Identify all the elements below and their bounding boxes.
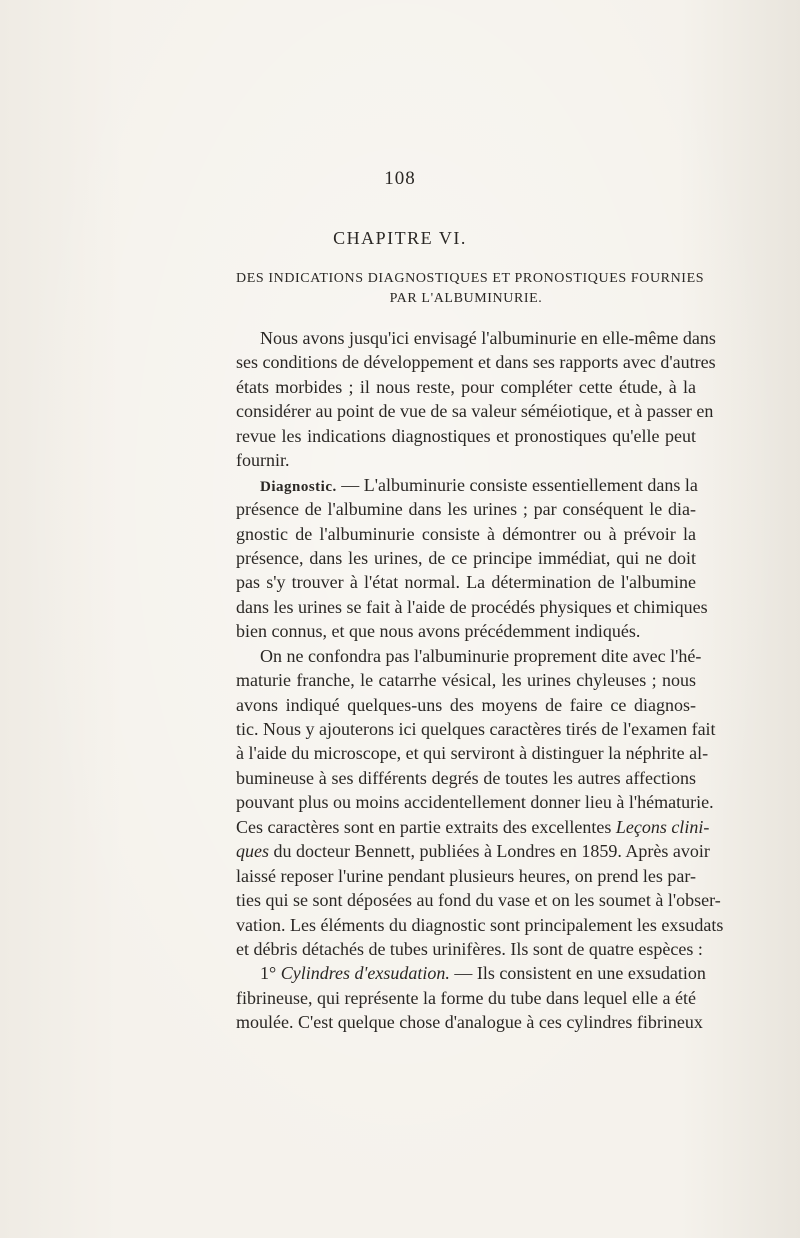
text-line: revue les indications diagnostiques et pronostiques qu'elle peut	[236, 425, 696, 446]
text-fragment: — Ils consistent en une exsudation	[454, 963, 706, 984]
text-line: maturie franche, le catarrhe vésical, les urines chyleuses ; nous	[236, 670, 696, 691]
text-line: bumineuse à ses différents degrés de toutes les autres affections	[236, 767, 696, 788]
page-number: 108	[384, 168, 416, 189]
text-line-lecons	[236, 815, 710, 839]
text-line: avons indiqué quelques-uns des moyens de faire ce diagnos-	[236, 694, 696, 715]
text-line: présence, dans les urines, de ce principe immédiat, qui ne doit	[236, 547, 696, 568]
text-line: vation. Les éléments du diagnostic sont principalement les exsudats	[236, 914, 724, 935]
text-line: laissé reposer l'urine pendant plusieurs heures, on prend les par-	[236, 865, 696, 886]
text-line: pas s'y trouver à l'état normal. La détermination de l'albumine	[236, 572, 696, 593]
diagnostic-label: Diagnostic.	[260, 478, 337, 495]
text-line: pouvant plus ou moins accidentellement donner lieu à l'hématurie.	[236, 792, 714, 813]
text-line: ties qui se sont déposées au fond du vase et on les soumet à l'obser-	[236, 890, 721, 911]
text-fragment: Ces caractères sont en partie extraits des excellentes	[236, 816, 612, 837]
text-line: tic. Nous y ajouterons ici quelques caractères tirés de l'examen fait	[236, 719, 716, 739]
text-line: fibrineuse, qui représente la forme du tube dans lequel elle a été	[236, 987, 696, 1008]
text-line: à l'aide du microscope, et qui serviront à distinguer la néphrite al-	[236, 743, 709, 764]
text-line: On ne confondra pas l'albuminurie proprement dite avec l'hé-	[260, 645, 702, 666]
chapter-heading-line-2: PAR L'ALBUMINURIE.	[389, 291, 543, 306]
text-line-cylindres	[236, 961, 706, 985]
lecons-title-italic: Leçons clini-	[615, 816, 710, 837]
text-line-diagnostic	[236, 473, 696, 497]
text-line: bien connus, et que nous avons précédemment indiqués.	[236, 621, 641, 642]
text-line: Nous avons jusqu'ici envisagé l'albuminurie en elle-même dans	[260, 328, 716, 348]
lecons-title-italic-cont: ques	[236, 841, 269, 862]
text-line: moulée. C'est quelque chose d'analogue à ces cylindres fibrineux	[236, 1012, 703, 1033]
text-fragment: — L'albuminurie consiste essentiellement dans la	[341, 474, 698, 495]
item-number: 1°	[260, 963, 277, 984]
chapter-heading-line-1: DES INDICATIONS DIAGNOSTIQUES ET PRONOSTIQUES FOURNIES	[236, 271, 705, 286]
text-line: considérer au point de vue de sa valeur séméiotique, et à passer en	[236, 401, 714, 422]
text-fragment: du docteur Bennett, publiées à Londres en 1859. Après avoir	[273, 841, 710, 862]
text-line: états morbides ; il nous reste, pour compléter cette étude, à la	[236, 376, 696, 397]
text-line: ses conditions de développement et dans ses rapports avec d'autres	[236, 352, 716, 373]
text-line: présence de l'albumine dans les urines ; par conséquent le dia-	[236, 499, 696, 520]
text-line: et débris détachés de tubes urinifères. Ils sont de quatre espèces :	[236, 938, 703, 959]
chapter-title: CHAPITRE VI.	[333, 228, 467, 248]
text-line-lecons-cont	[236, 839, 710, 863]
text-line: dans les urines se fait à l'aide de procédés physiques et chimiques	[236, 596, 708, 617]
text-line: fournir.	[236, 450, 290, 471]
text-line: gnostic de l'albuminurie consiste à démontrer ou à prévoir la	[236, 523, 696, 544]
cylindres-title-italic: Cylindres d'exsudation.	[280, 963, 450, 984]
body-text	[236, 326, 724, 1035]
